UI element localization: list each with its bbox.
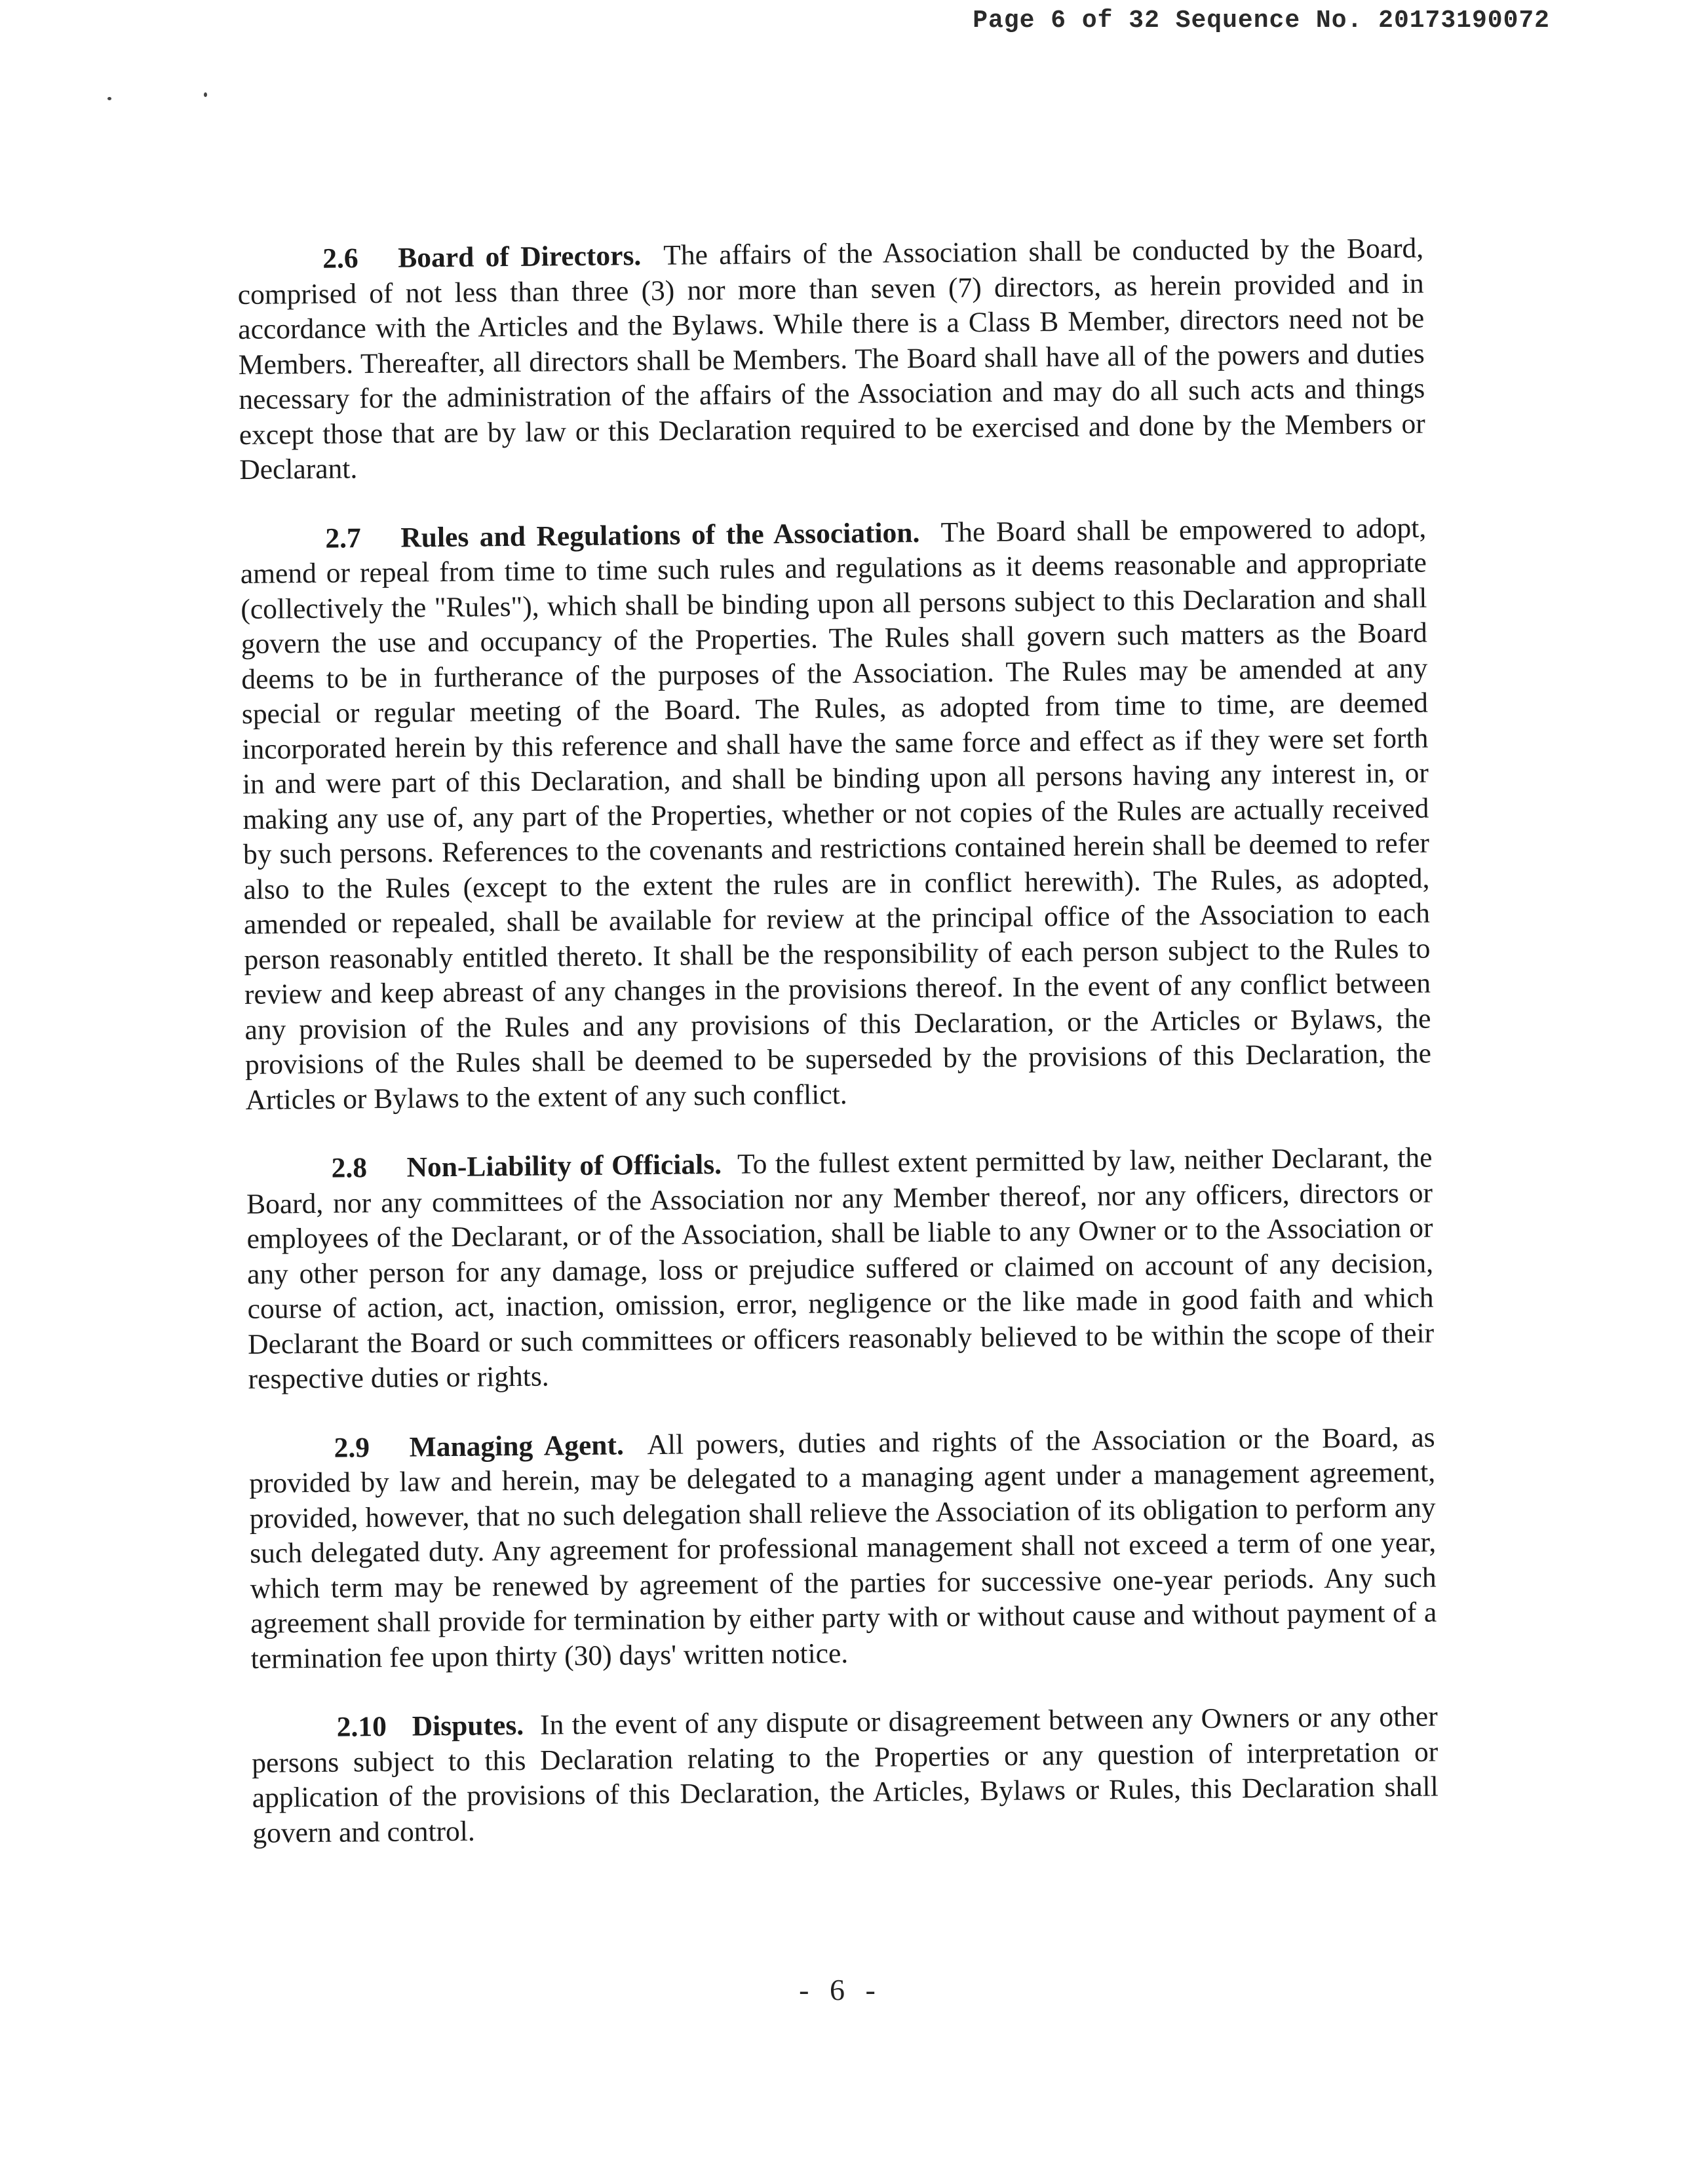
page-number: - 6 -	[799, 1973, 882, 2006]
section-number: 2.10	[336, 1710, 387, 1743]
section-2-8	[246, 1141, 1435, 1398]
section-2-10	[252, 1700, 1439, 1851]
scan-speck	[204, 92, 207, 97]
section-body: All powers, duties and rights of the Association or the Board, as provided by law and herein, may be delegated to a managing agent under a management agreement, provided, however, that no such delegation shall relieve the Association of its obligation to perform any such delegated duty. Any agreement for professional management shall not exceed a term of one year, which term may be renewed by agreement of the parties for successive one-year periods. Any such agreement shall provide for termination by either party with or without cause and without payment of a termination fee upon thirty (30) days' written notice.	[248, 1421, 1437, 1675]
section-number: 2.8	[331, 1152, 368, 1184]
section-body: To the fullest extent permitted by law, neither Declarant, the Board, nor any committees of the Association nor any Member thereof, nor any officers, directors or employees of the Declarant, or of the Association, shall be liable to any Owner or to the Association or any other person for any damage, loss or prejudice suffered or claimed on account of any decision, course of action, act, inaction, omission, error, negligence or the like made in good faith and which Declarant the Board or such committees or officers reasonably believed to be within the scope of their respective duties or rights.	[246, 1141, 1435, 1395]
section-title: Non-Liability of Officials.	[406, 1148, 722, 1183]
page-header-sequence: Page 6 of 32 Sequence No. 20173190072	[973, 7, 1550, 35]
section-body: The affairs of the Association shall be conducted by the Board, comprised of not less than three (3) nor more than seven (7) directors, as herein provided and in accordance with the Articles and the Bylaws. While there is a Class B Member, directors need not be Members. Thereafter, all directors shall be Members. The Board shall have all of the powers and duties necessary for the administration of the affairs of the Association and may do all such acts and things except those that are by law or this Declaration required to be exercised and done by the Members or Declarant.	[237, 232, 1425, 486]
section-body: The Board shall be empowered to adopt, amend or repeal from time to time such rules and regulations as it deems reasonable and appropriate (collectively the "Rules"), which shall be binding upon all persons subject to this Declaration and shall govern the use and occupancy of the Properties. The Rules shall govern such matters as the Board deems to be in furtherance of the purposes of the Association. The Rules may be amended at any special or regular meeting of the Board. The Rules, as adopted from time to time, are deemed incorporated herein by this reference and shall have the same force and effect as if they were set forth in and were part of this Declaration, and shall be binding upon all persons having any interest in, or making any use of, any part of the Properties, whether or not copies of the Rules are actually received by such persons. References to the covenants and restrictions contained herein shall be deemed to refer also to the Rules (except to the extent the rules are in conflict herewith). The Rules, as adopted, amended or repealed, shall be available for review at the principal office of the Association to each person reasonably entitled thereto. It shall be the responsibility of each person subject to the Rules to review and keep abreast of any changes in the provisions thereof. In the event of any conflict between any provision of the Rules and any provisions of this Declaration, or the Articles or Bylaws, the provisions of the Rules shall be deemed to be superseded by the provisions of this Declaration, the Articles or Bylaws to the extent of any such conflict.	[240, 512, 1432, 1116]
section-number: 2.7	[325, 522, 361, 554]
document-body	[237, 231, 1439, 1885]
section-2-6	[237, 231, 1426, 488]
section-title: Board of Directors.	[398, 240, 642, 274]
section-2-9	[248, 1420, 1437, 1677]
section-title: Disputes.	[412, 1709, 524, 1742]
section-2-7	[240, 510, 1432, 1118]
section-title: Rules and Regulations of the Association.	[400, 516, 920, 554]
section-number: 2.9	[334, 1431, 370, 1464]
section-body: In the event of any dispute or disagreement between any Owners or any other persons subject to this Declaration relating to the Properties or any question of interpretation or application of the provisions of this Declaration, the Articles, Bylaws or Rules, this Declaration shall govern and control.	[252, 1700, 1439, 1849]
section-number: 2.6	[322, 242, 358, 275]
scan-speck	[107, 97, 111, 100]
section-title: Managing Agent.	[409, 1428, 625, 1463]
